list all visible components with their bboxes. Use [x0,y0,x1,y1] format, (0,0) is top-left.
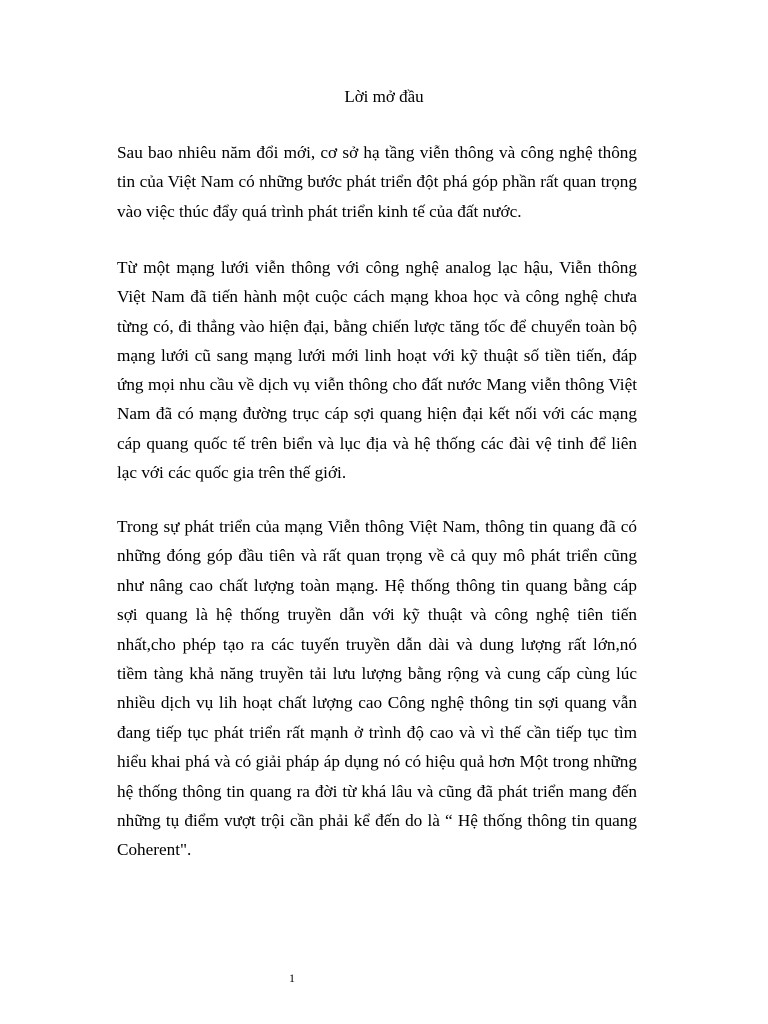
page-title: Lời mở đầu [344,87,424,106]
paragraph-intro: Sau bao nhiêu năm đổi mới, cơ sở hạ tầng viễn thông và công nghệ thông tin của Việt Nam có những bước phát triển đột phá góp phần rất quan trọng vào việc thúc đẩy quá trình phát triển kinh tế của đất nước. [117,143,637,221]
paragraph-network-history: Từ một mạng lưới viễn thông với công nghệ analog lạc hậu, Viễn thông Việt Nam đã tiến hành một cuộc cách mạng khoa học và công nghệ chưa từng có, đi thẳng vào hiện đại, bằng chiến lược tăng tốc để chuyển toàn bộ mạng lưới cũ sang mạng lưới mới linh hoạt với kỹ thuật số tiền tiến, đáp ứng mọi nhu cầu về dịch vụ viễn thông cho đất nước Mang viễn thông Việt Nam đã có mạng đường trục cáp sợi quang hiện đại kết nối với các mạng cáp quang quốc tế trên biển và lục địa và hệ thống các đài vệ tinh để liên lạc với các quốc gia trên thế giới. [117,258,637,483]
page-number: 1 [289,971,295,985]
paragraph-optical-communication: Trong sự phát triển của mạng Viễn thông Việt Nam, thông tin quang đã có những đóng góp đầu tiên và rất quan trọng về cả quy mô phát triển cũng như nâng cao chất lượng toàn mạng. Hệ thống thông tin quang bằng cáp sợi quang là hệ thống truyền dẫn với kỹ thuật và công nghệ tiên tiến nhất,cho phép tạo ra các tuyến truyền dẫn dài và dung lượng rất lớn,nó tiềm tàng khả năng truyền tải lưu lượng bằng rộng và cung cấp cùng lúc nhiều dịch vụ lih hoạt chất lượng cao Công nghệ thông tin sợi quang vẫn đang tiếp tục phát triển rất mạnh ở trình độ cao và vì thế cần tiếp tục tìm hiểu khai phá và có giải pháp áp dụng nó có hiệu quả hơn Một trong những hệ thống thông tin quang ra đời từ khá lâu và cũng đã phát triển mang đến những tụ điểm vượt trội cần phải kể đến do là “ Hệ thống thông tin quang Coherent". [117,517,637,860]
